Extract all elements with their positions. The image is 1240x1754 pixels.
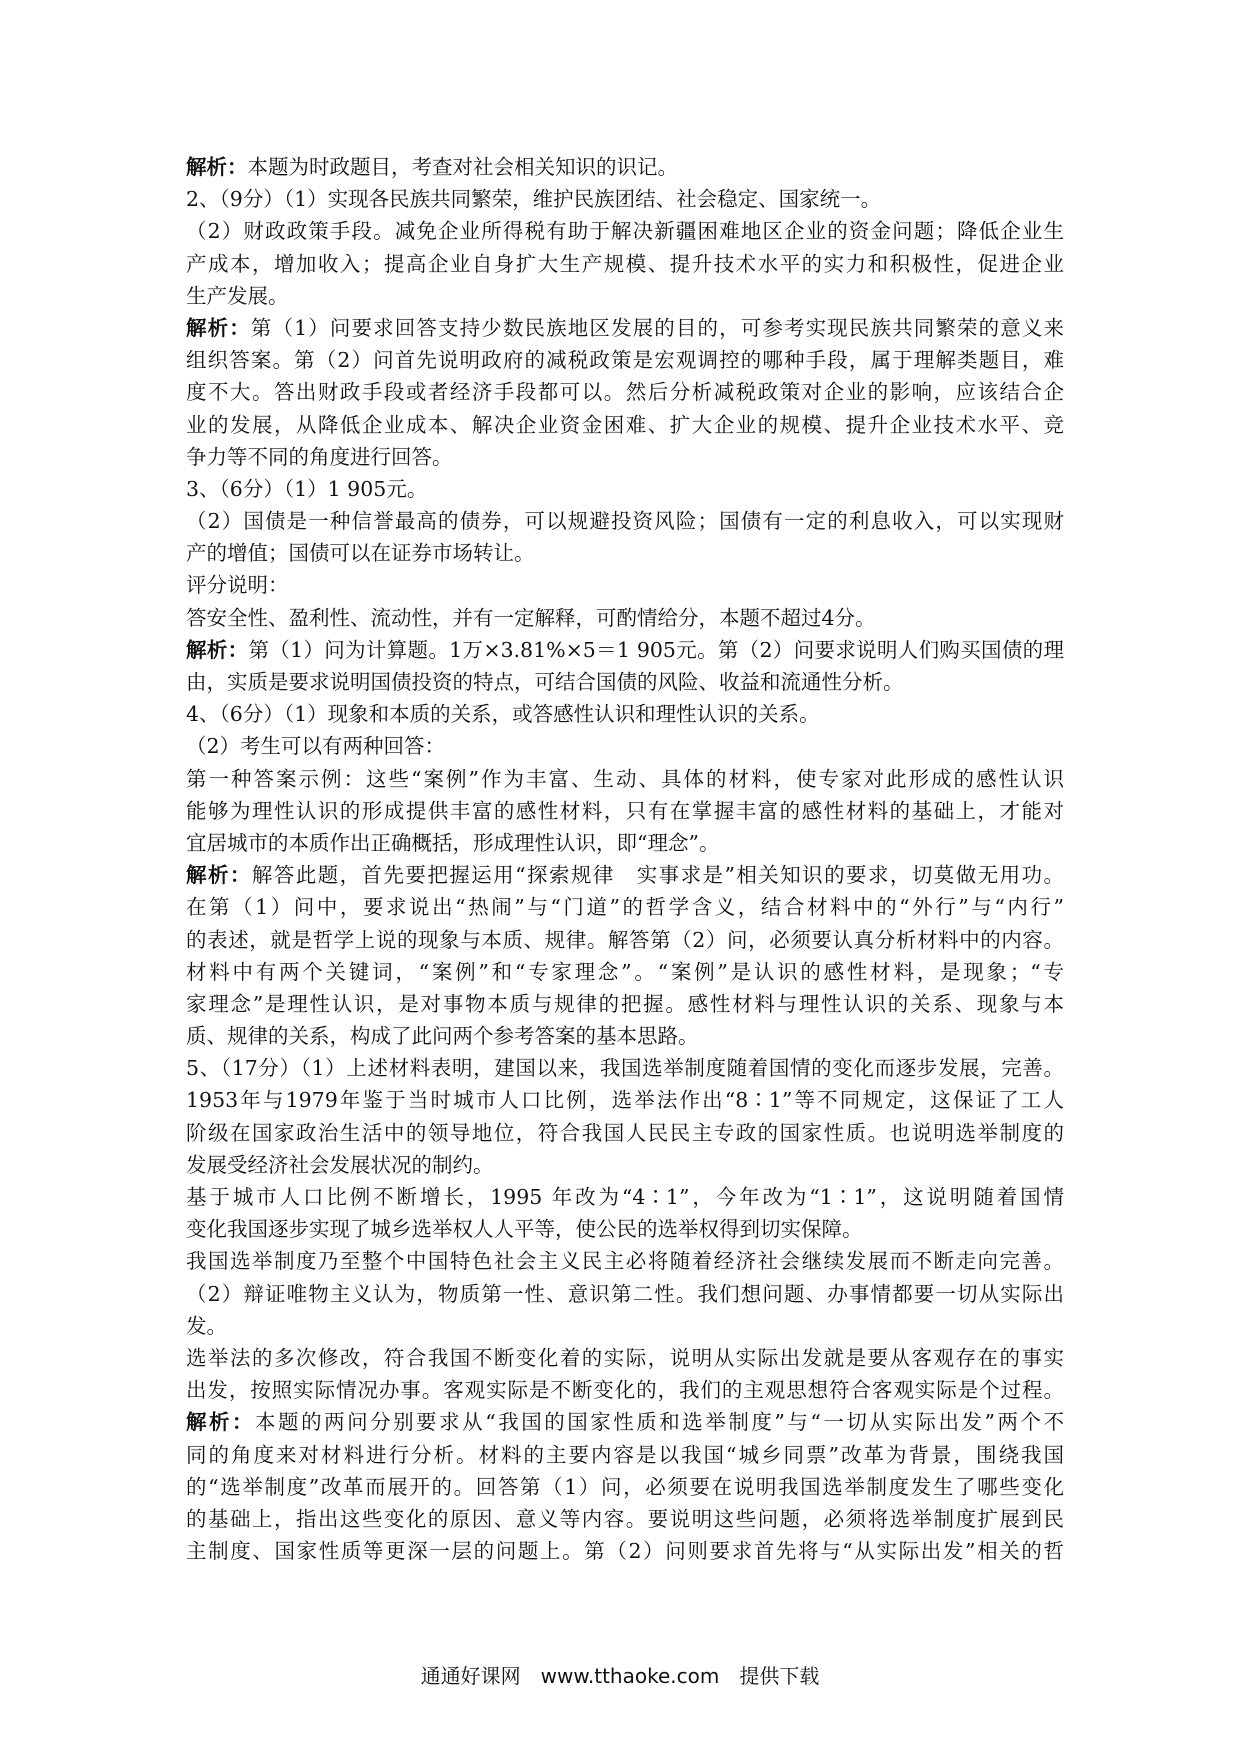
- text-line: [186, 1374, 1064, 1406]
- text-line: [186, 795, 1064, 827]
- analysis-label: 解析：: [186, 315, 251, 340]
- line-text: 产的增值；国债可以在证券市场转让。: [186, 541, 535, 566]
- text-line: [186, 988, 1064, 1020]
- line-text: 家理念”是理性认识，是对事物本质与规律的把握。感性材料与理性认识的关系、现象与本: [186, 991, 1064, 1016]
- text-line: [186, 730, 1064, 762]
- text-line: [186, 441, 1064, 473]
- line-text: 2、（9分）（1）实现各民族共同繁荣，维护民族团结、社会稳定、国家统一。: [186, 187, 882, 212]
- text-line: [186, 409, 1064, 441]
- line-text: 由，实质是要求说明国债投资的特点，可结合国债的风险、收益和流通性分析。: [186, 670, 904, 694]
- line-text: 本题的两问分别要求从“我国的国家性质和选举制度”与“一切从实际出发”两个不: [255, 1410, 1064, 1435]
- text-line: [186, 1149, 1064, 1181]
- line-text: 阶级在国家政治生活中的领导地位，符合我国人民民主专政的国家性质。也说明选举制度的: [186, 1120, 1064, 1145]
- text-line: [186, 1342, 1064, 1374]
- line-text: 解答此题，首先要把握运用“探索规律 实事求是”相关知识的要求，切莫做无用功。: [251, 863, 1065, 888]
- text-line: [186, 698, 1064, 730]
- line-text: 基于城市人口比例不断增长，1995 年改为“4∶1”，今年改为“1∶1”，这说明随着国情: [186, 1185, 1064, 1209]
- line-text: （2）考生可以有两种回答：: [186, 734, 446, 759]
- line-text: 发展受经济社会发展状况的制约。: [186, 1152, 494, 1177]
- line-text: 能够为理性认识的形成提供丰富的感性材料，只有在掌握丰富的感性材料的基础上，才能对: [186, 798, 1064, 823]
- page-footer: 通通好课网 www.tthaoke.com 提供下载: [420, 1664, 820, 1688]
- line-text: 度不大。答出财政手段或者经济手段都可以。然后分析减税政策对企业的影响，应该结合企: [186, 380, 1064, 405]
- line-text: 同的角度来对材料进行分析。材料的主要内容是以我国“城乡同票”改革为背景，围绕我国: [186, 1442, 1064, 1467]
- text-line: [186, 312, 1064, 344]
- line-text: 第（1）问要求回答支持少数民族地区发展的目的，可参考实现民族共同繁荣的意义来: [250, 315, 1064, 340]
- text-line: [186, 280, 1064, 312]
- analysis-label: 解析：: [186, 1410, 256, 1435]
- line-text: 5、（17分）（1）上述材料表明，建国以来，我国选举制度随着国情的变化而逐步发展，完善。: [186, 1056, 1064, 1081]
- text-line: [186, 891, 1064, 923]
- line-text: 在第（1）问中，要求说出“热闹”与“门道”的哲学含义，结合材料中的“外行”与“内行”: [186, 895, 1064, 920]
- text-line: [186, 151, 1064, 183]
- line-text: （2）国债是一种信誉最高的债券，可以规避投资风险；国债有一定的利息收入，可以实现财: [186, 509, 1064, 534]
- text-line: [186, 183, 1064, 215]
- line-text: 发。: [186, 1313, 227, 1338]
- line-text: 1953年与1979年鉴于当时城市人口比例，选举法作出“8∶1”等不同规定，这保证了工人: [186, 1088, 1064, 1113]
- line-text: 的表述，就是哲学上说的现象与本质、规律。解答第（2）问，必须要认真分析材料中的内容。: [186, 927, 1064, 952]
- text-line: [186, 1020, 1064, 1052]
- analysis-label: 解析：: [186, 637, 249, 662]
- line-text: 我国选举制度乃至整个中国特色社会主义民主必将随着经济社会继续发展而不断走向完善。: [186, 1249, 1064, 1274]
- line-text: 主制度、国家性质等更深一层的问题上。第（2）问则要求首先将与“从实际出发”相关的哲: [186, 1539, 1064, 1564]
- text-line: [186, 344, 1064, 376]
- text-line: [186, 1278, 1064, 1310]
- line-text: 产成本，增加收入；提高企业自身扩大生产规模、提升技术水平的实力和积极性，促进企业: [186, 251, 1064, 276]
- line-text: 评分说明：: [186, 573, 289, 598]
- text-line: [186, 924, 1064, 956]
- text-line: [186, 1245, 1064, 1277]
- line-text: 材料中有两个关键词，“案例”和“专家理念”。“案例”是认识的感性材料，是现象；“专: [186, 959, 1064, 984]
- line-text: 组织答案。第（2）问首先说明政府的减税政策是宏观调控的哪种手段，属于理解类题目，难: [186, 348, 1064, 373]
- text-line: [186, 859, 1064, 891]
- text-line: [186, 634, 1064, 666]
- text-line: [186, 827, 1064, 859]
- text-line: [186, 1439, 1064, 1471]
- text-line: [186, 1535, 1064, 1567]
- line-text: 的基础上，指出这些变化的原因、意义等内容。要说明这些问题，必须将选举制度扩展到民: [186, 1506, 1064, 1531]
- line-text: 变化我国逐步实现了城乡选举权人人平等，使公民的选举权得到切实保障。: [186, 1217, 863, 1242]
- line-text: 出发，按照实际情况办事。客观实际是不断变化的，我们的主观思想符合客观实际是个过程。: [186, 1378, 1064, 1403]
- text-line: [186, 1213, 1064, 1245]
- text-line: [186, 666, 1064, 698]
- analysis-label: 解析：: [186, 863, 252, 888]
- line-text: 本题为时政题目，考查对社会相关知识的识记。: [247, 155, 678, 179]
- text-line: [186, 505, 1064, 537]
- text-line: [186, 1181, 1064, 1213]
- text-line: [186, 763, 1064, 795]
- line-text: 生产发展。: [186, 283, 289, 308]
- line-text: 第一种答案示例：这些“案例”作为丰富、生动、具体的材料，使专家对此形成的感性认识: [186, 766, 1064, 791]
- text-line: [186, 1310, 1064, 1342]
- text-line: [186, 1084, 1064, 1116]
- line-text: 宜居城市的本质作出正确概括，形成理性认识，即“理念”。: [186, 830, 720, 855]
- text-line: [186, 602, 1064, 634]
- line-text: 的“选举制度”改革而展开的。回答第（1）问，必须要在说明我国选举制度发生了哪些变化: [186, 1474, 1064, 1499]
- text-line: [186, 1052, 1064, 1084]
- line-text: 4、（6分）（1）现象和本质的关系，或答感性认识和理性认识的关系。: [186, 702, 820, 727]
- line-text: 3、（6分）（1）1 905元。: [186, 476, 428, 501]
- text-line: [186, 1471, 1064, 1503]
- line-text: 第（1）问为计算题。1万×3.81%×5＝1 905元。第（2）问要求说明人们购买国债的理: [248, 637, 1064, 662]
- line-text: （2）辩证唯物主义认为，物质第一性、意识第二性。我们想问题、办事情都要一切从实际出: [186, 1281, 1064, 1306]
- line-text: 争力等不同的角度进行回答。: [186, 444, 453, 469]
- text-line: [186, 569, 1064, 601]
- text-line: [186, 1503, 1064, 1535]
- text-line: [186, 1117, 1064, 1149]
- text-line: [186, 248, 1064, 280]
- line-text: 答安全性、盈利性、流动性，并有一定解释，可酌情给分，本题不超过4分。: [186, 605, 876, 630]
- text-line: [186, 1406, 1064, 1438]
- text-line: [186, 956, 1064, 988]
- line-text: 业的发展，从降低企业成本、解决企业资金困难、扩大企业的规模、提升企业技术水平、竞: [186, 412, 1064, 437]
- document-body: [186, 151, 1064, 1567]
- text-line: [186, 376, 1064, 408]
- line-text: 质、规律的关系，构成了此问两个参考答案的基本思路。: [186, 1024, 699, 1049]
- text-line: [186, 473, 1064, 505]
- line-text: （2）财政政策手段。减免企业所得税有助于解决新疆困难地区企业的资金问题；降低企业生: [186, 219, 1064, 244]
- line-text: 选举法的多次修改，符合我国不断变化着的实际，说明从实际出发就是要从客观存在的事实: [186, 1345, 1064, 1370]
- analysis-label: 解析：: [186, 155, 248, 179]
- text-line: [186, 537, 1064, 569]
- text-line: [186, 215, 1064, 247]
